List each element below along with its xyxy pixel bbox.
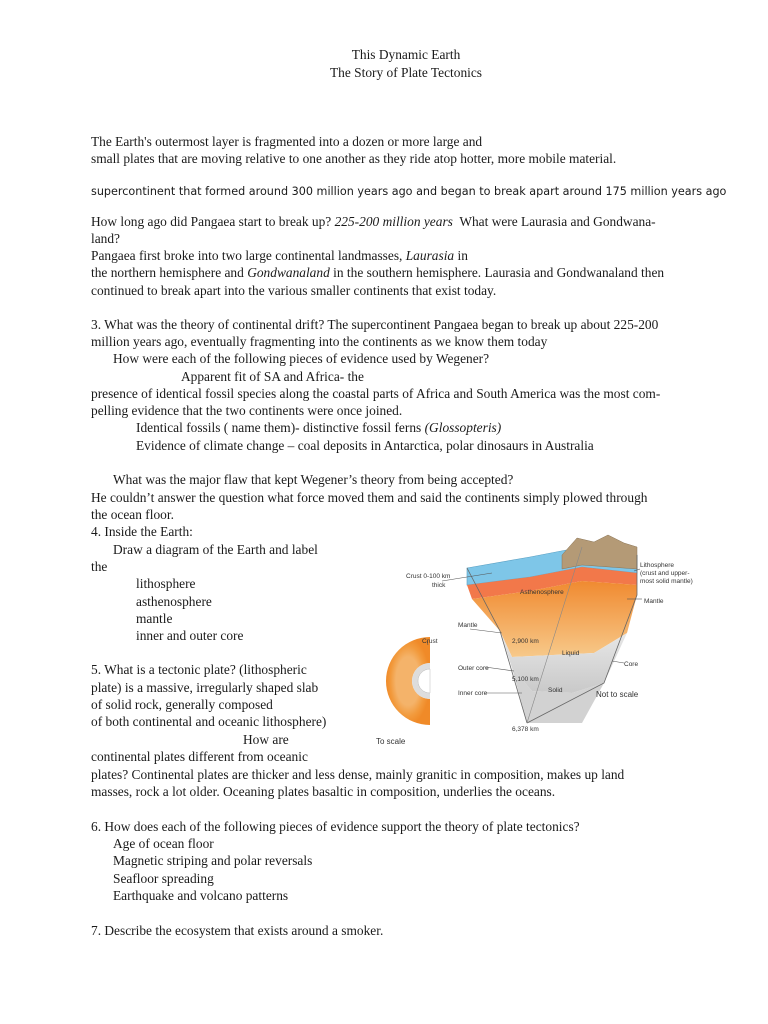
diagram-label-not-to-scale: Not to scale [596,690,639,699]
diagram-label-2900km: 2,900 km [512,638,539,645]
q5-line-6: continental plates different from oceanic [91,749,308,764]
to-scale-earth [386,637,430,725]
pangaea-question-text: How long ago did Pangaea start to break up? [91,214,332,229]
q5-line-5: How are [243,732,289,747]
diagram-label-lithosphere: Lithosphere [640,562,674,569]
q6-question: 6. How does each of the following pieces of evidence support the theory of plate tectonics? [91,819,580,834]
answer-text: Pangaea first broke into two large continental landmasses, [91,248,403,263]
diagram-label-inner-core: Inner core [458,690,488,697]
evidence-item: Magnetic striping and polar reversals [113,853,313,868]
diagram-label-liquid: Liquid [562,650,580,657]
gondwanaland-term: Gondwanaland [247,265,330,280]
diagram-label-solid: Solid [548,687,563,694]
answer-text: the northern hemisphere and [91,265,244,280]
diagram-label-lithosphere-sub1: (crust and upper- [640,570,690,577]
glossopteris-term: (Glossopteris) [424,420,502,435]
identical-fossils [136,419,501,436]
q4-title: 4. Inside the Earth: [91,524,193,539]
identical-fossils-text: Identical fossils ( name them)- distinctive fossil ferns [136,420,422,435]
diagram-label-mantle-right: Mantle [644,598,664,605]
label-item: mantle [136,611,173,626]
q5-line-4: of both continental and oceanic lithosphere) [91,714,327,729]
label-item: inner and outer core [136,628,244,643]
pangaea-question [91,213,656,230]
page-title: This Dynamic Earth [351,47,461,62]
diagram-label-crust-thickness: Crust 0-100 km [406,573,451,580]
evidence-item: Earthquake and volcano patterns [113,888,289,903]
q5-line-3: of solid rock, generally composed [91,697,273,712]
answer-text: in [457,248,468,263]
q5-line-2: plate) is a massive, irregularly shaped slab [91,680,319,695]
supercontinent-definition: supercontinent that formed around 300 million years ago and began to break apart around 175 million years ago [91,185,727,198]
flaw-question: What was the major flaw that kept Wegener’s theory from being accepted? [113,472,514,487]
answer-text: in the southern hemisphere. Laurasia and Gondwanaland then [333,265,665,280]
evidence-question: How were each of the following pieces of evidence used by Wegener? [113,351,490,366]
q4-instruction-line-1: Draw a diagram of the Earth and label [113,542,318,557]
earth-interior-diagram [372,533,712,748]
apparent-fit: Apparent fit of SA and Africa- the [181,369,364,384]
q5-line-7: plates? Continental plates are thicker and less dense, mainly granitic in composition, makes up land [91,767,625,782]
label-item: asthenosphere [136,594,212,609]
q7-question: 7. Describe the ecosystem that exists around a smoker. [91,923,384,938]
diagram-label-to-scale: To scale [376,737,406,746]
diagram-label-outer-core: Outer core [458,665,489,672]
label-item: lithosphere [136,576,196,591]
evidence-item: Age of ocean floor [113,836,214,851]
diagram-label-mantle-left: Mantle [458,622,478,629]
diagram-label-5100km: 5,100 km [512,676,539,683]
q3-line-1: 3. What was the theory of continental drift? The supercontinent Pangaea began to break up about 225-200 [91,317,659,332]
flaw-answer-line-1: He couldn’t answer the question what force moved them and said the continents simply plowed through [91,490,648,505]
q3-line-2: million years ago, eventually fragmenting into the continents as we know them today [91,334,548,349]
flaw-answer-line-2: the ocean floor. [91,507,174,522]
fossil-evidence-line-2: pelling evidence that the two continents were once joined. [91,403,403,418]
diagram-label-crust: Crust [422,638,438,645]
q5-line-1: 5. What is a tectonic plate? (lithospheric [91,662,307,677]
diagram-label-asthenosphere: Asthenosphere [520,589,564,596]
diagram-label-thick: thick [432,582,446,589]
fossil-evidence-line-1: presence of identical fossil species along the coastal parts of Africa and South America was the most com- [91,386,661,401]
laurasia-term: Laurasia [405,248,455,263]
pangaea-answer: 225-200 million years [334,214,453,229]
diagram-label-6378km: 6,378 km [512,726,539,733]
climate-evidence: Evidence of climate change – coal deposits in Antarctica, polar dinosaurs in Australia [136,438,594,453]
intro-line-1: The Earth's outermost layer is fragmented into a dozen or more large and [91,134,483,149]
diagram-label-lithosphere-sub2: most solid mantle) [640,578,693,585]
intro-line-2: small plates that are moving relative to one another as they ride atop hotter, more mobile material. [91,151,617,166]
laurasia-question-cont: land? [91,231,120,246]
laurasia-answer-line-3: continued to break apart into the various smaller continents that exist today. [91,283,497,298]
evidence-item: Seafloor spreading [113,871,214,886]
laurasia-question-text: What were Laurasia and Gondwana- [459,214,656,229]
laurasia-answer-line-2 [91,264,664,281]
page-subtitle: The Story of Plate Tectonics [329,65,483,80]
diagram-label-core: Core [624,661,639,668]
q5-line-8: masses, rock a lot older. Oceaning plates basaltic in composition, underlies the oceans. [91,784,556,799]
laurasia-answer-line-1 [91,247,468,264]
q4-instruction-line-2: the [91,559,108,574]
